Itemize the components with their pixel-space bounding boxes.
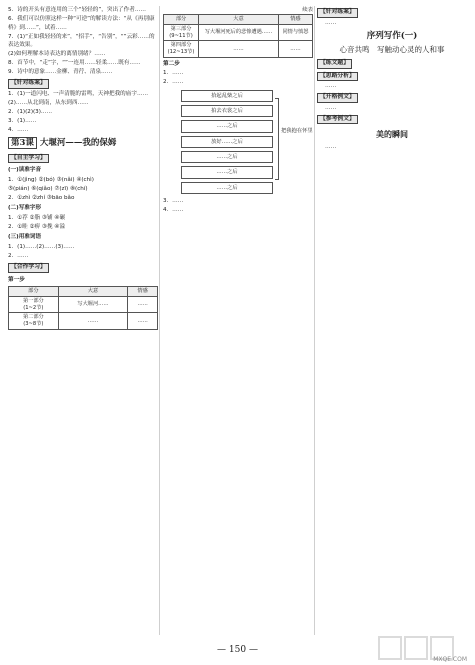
analysis-label: 【思路分析】 [317,72,358,82]
table-header-cell: 情感 [128,287,158,297]
pinyin-row: 2．①zhì ②zhí ③bāo bǎo [8,194,75,201]
table-header-cell: 大意 [58,287,128,297]
table-cell: 第二部分 (3~8节) [9,313,59,330]
flow-box: 放好……之后 [181,136,273,148]
intro-paragraphs [317,19,467,28]
structure-table-1 [8,286,158,330]
column-divider [159,6,160,635]
analysis-paragraph: 4．…… [163,207,184,214]
character-row: 2．①畦 ②痹 ③挽 ④溢 [8,223,65,230]
practice-paragraph: 3．(1)…… [8,117,37,124]
table-cell: …… [199,41,279,58]
flow-side-text: 把我抱在怀里 [281,127,313,134]
analysis-paragraph: …… [325,83,337,90]
word-row: 1．(1)……(2)……(3)…… [8,243,75,250]
answer-paragraph: (2)如何理解本诗表达的离情别绪？…… [8,51,106,57]
watermark-text: MXQE.COM [433,656,467,663]
page-number: — 150 — [217,645,258,655]
analysis-paragraph: 1．…… [163,70,184,77]
step2-label: 第二步 [163,60,180,67]
table-cell: …… [278,41,312,58]
item2-label: (二)写准字形 [8,205,42,212]
answer-paragraph: 7．(1)“正如我轻轻的来”，“招手”，“告别”，“”云彩……的表达效果。 [8,33,155,48]
lesson-title: 大堰河——我的保姆 [39,138,117,149]
practice-label: 【针对练案】 [8,79,49,89]
table-header-row [9,287,158,297]
action-flow [181,90,313,194]
unit-title: 心音共鸣 写触动心灵的人和事 [339,44,445,54]
essay-paragraph: …… [325,143,337,150]
item1-label: (一)读准字音 [8,167,42,174]
analysis-paragraphs [163,69,313,87]
table-row [9,296,158,313]
analysis-paragraphs-2 [163,197,313,215]
analysis-paragraphs [317,82,467,91]
lianwen-label: 【练文题】 [317,59,352,69]
step1-label: 第一步 [8,276,25,283]
item3-label: (三)用准词语 [8,234,42,241]
analysis-paragraph: 3．…… [163,198,184,205]
pinyin-row: ⑤(pián) ⑥(qiǎo) ⑦(zī) ⑧(chí) [8,185,88,192]
table-body [164,24,313,57]
word-answers [8,243,158,261]
upgrade-paragraph: …… [325,104,337,111]
practice-paragraph: 4．…… [8,126,29,133]
column-middle [163,6,313,635]
table-cell: 同情与愤怒 [278,24,312,41]
table-cell: 第四部分 (12~13节) [164,41,199,58]
answer-paragraph: 8．首节中，“走”字，“”一连用……轻柔……既有…… [8,60,141,66]
flow-box: ……之后 [181,151,273,163]
answer-paragraph: 6．我们可以仿照这样一种“可逆”的解读方法：“从《再别康桥》到……”，试着…… [8,16,155,31]
table-row [164,24,313,41]
table-header-cell: 部分 [9,287,59,297]
lesson-heading [8,137,158,150]
practice-paragraph: 2．(1)(2)(3)…… [8,108,53,115]
cooperate-label: 【合作学习】 [8,263,49,273]
table-cell: 写大堰河死后的悲惨遭遇…… [199,24,279,41]
answer-paragraphs [8,6,158,77]
lesson-number: 第3课 [8,137,37,149]
table-row [164,41,313,58]
flow-box: ……之后 [181,182,273,194]
column-left [8,6,158,635]
character-answers [8,214,158,232]
column-right [317,6,467,635]
essay-paragraphs [317,143,467,152]
table-row [9,313,158,330]
word-row: 2．…… [8,252,29,259]
practice-label-right: 【针对练案】 [317,8,358,18]
table-body [9,296,158,329]
table-cell: …… [128,313,158,330]
continued-label: 续表 [302,7,313,13]
structure-table-2 [163,14,313,58]
series-title: 序列写作(一) [366,31,418,42]
brace [275,98,279,180]
table-header-cell: 情感 [278,15,312,25]
essay-title: 美的瞬间 [376,129,408,140]
upgrade-paragraphs [317,104,467,113]
intro-paragraph: …… [325,19,337,26]
flow-box: ……之后 [181,166,273,178]
character-row: 1．①荐 ②脂 ③铺 ④碾 [8,214,65,221]
table-header-cell: 大意 [199,15,279,25]
practice-paragraph: 1．(1)一道闪电、一声清脆的雷鸣，天神把我的庙宇…… [8,90,149,97]
table-cell: 第三部分 (9~11节) [164,24,199,41]
flow-box: 拍去衣裳之后 [181,105,273,117]
upgrade-label: 【升格例文】 [317,93,358,103]
flow-box: ……之后 [181,120,273,132]
practice-paragraph: (2)……从北到南，从东到西…… [8,99,89,106]
answer-paragraph: 5．诗的开头有意连用的三个“轻轻的”，突出了作者…… [8,7,147,13]
self-study-label: 【自主学习】 [8,154,49,164]
table-cell: 第一部分 (1~2节) [9,296,59,313]
column-divider [314,6,315,635]
table-cell: …… [58,313,128,330]
table-header-cell: 部分 [164,15,199,25]
flow-box: 拾起乱柴之后 [181,90,273,102]
pinyin-row: 1．①(jìng) ②(bó) ③(nǎi) ④(chì) [8,176,94,183]
pinyin-answers [8,176,158,203]
practice-paragraphs [8,90,158,135]
table-cell: 写大堰河…… [58,296,128,313]
table-header-row [164,15,313,25]
answer-paragraph: 9．诗中的意象……金柳、青荇、清泉…… [8,69,113,75]
reference-label: 【参考例文】 [317,115,358,125]
table-cell: …… [128,296,158,313]
analysis-paragraph: 2．…… [163,79,184,86]
